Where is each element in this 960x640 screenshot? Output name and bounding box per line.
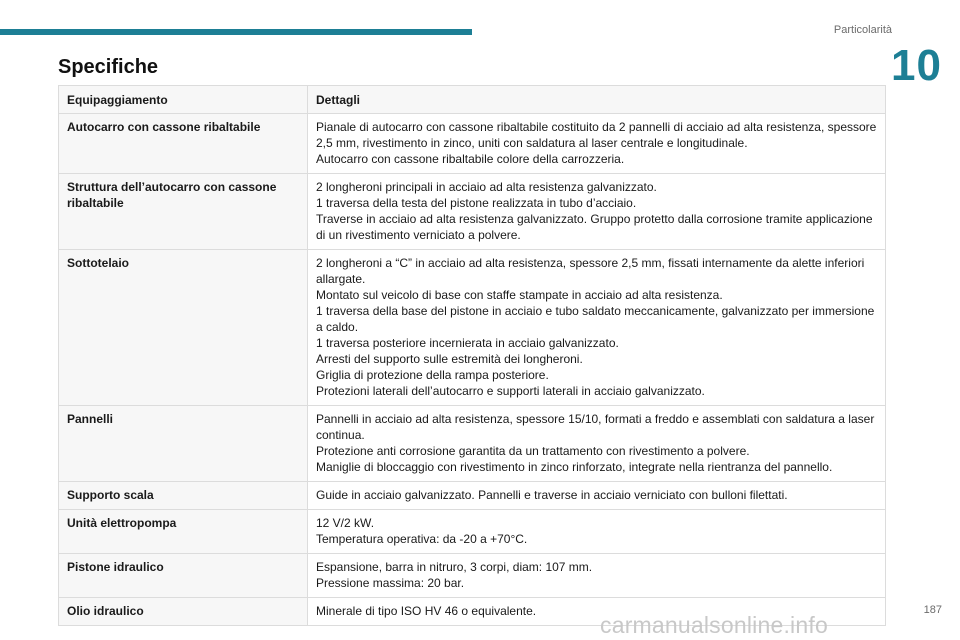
equipment-label: Olio idraulico (59, 598, 308, 626)
detail-line: Traverse in acciaio ad alta resistenza galvanizzato. Gruppo protetto dalla corrosione tramite applicazione di un rivestimento verniciato a polvere. (316, 212, 873, 242)
table-row (59, 250, 886, 406)
column-header-equipment: Equipaggiamento (59, 86, 308, 114)
equipment-details (308, 510, 886, 554)
detail-line: Griglia di protezione della rampa posteriore. (316, 368, 549, 382)
equipment-details (308, 482, 886, 510)
equipment-details (308, 114, 886, 174)
table-row (59, 510, 886, 554)
detail-line: Guide in acciaio galvanizzato. Pannelli e traverse in acciaio verniciato con bulloni filettati. (316, 488, 788, 502)
equipment-label: Struttura dell’autocarro con cassone ribaltabile (59, 174, 308, 250)
equipment-label: Supporto scala (59, 482, 308, 510)
detail-line: Pressione massima: 20 bar. (316, 576, 465, 590)
detail-line: Arresti del supporto sulle estremità dei longheroni. (316, 352, 583, 366)
equipment-label: Autocarro con cassone ribaltabile (59, 114, 308, 174)
equipment-details (308, 250, 886, 406)
equipment-label: Sottotelaio (59, 250, 308, 406)
table-header-row (59, 86, 886, 114)
detail-line: 1 traversa posteriore incernierata in acciaio galvanizzato. (316, 336, 619, 350)
table-row (59, 482, 886, 510)
page-title: Specifiche (58, 56, 159, 78)
page-number: 187 (923, 604, 942, 616)
detail-line: Autocarro con cassone ribaltabile colore della carrozzeria. (316, 152, 625, 166)
detail-line: 12 V/2 kW. (316, 516, 375, 530)
detail-line: Protezione anti corrosione garantita da un trattamento con rivestimento a polvere. (316, 444, 750, 458)
equipment-details (308, 554, 886, 598)
specifications-table (58, 85, 886, 626)
header-accent-bar (0, 29, 472, 35)
detail-line: Pianale di autocarro con cassone ribaltabile costituito da 2 pannelli di acciaio ad alta resistenza, spessore 2,5 mm, rivestimento in zinco, uniti con saldatura al laser centrale e longitudinale. (316, 120, 877, 150)
table-row (59, 114, 886, 174)
detail-line: 1 traversa della base del pistone in acciaio e tubo saldato meccanicamente, galvanizzato per immersione a caldo. (316, 304, 875, 334)
detail-line: Montato sul veicolo di base con staffe stampate in acciaio ad alta resistenza. (316, 288, 723, 302)
chapter-number: 10 (891, 41, 942, 90)
equipment-label: Pistone idraulico (59, 554, 308, 598)
equipment-details (308, 174, 886, 250)
table-row (59, 406, 886, 482)
equipment-label: Pannelli (59, 406, 308, 482)
detail-line: 1 traversa della testa del pistone realizzata in tubo d’acciaio. (316, 196, 637, 210)
detail-line: Maniglie di bloccaggio con rivestimento in zinco rinforzato, integrate nella rientranza del pannello. (316, 460, 833, 474)
detail-line: Espansione, barra in nitruro, 3 corpi, diam: 107 mm. (316, 560, 593, 574)
detail-line: Minerale di tipo ISO HV 46 o equivalente. (316, 604, 537, 618)
column-header-details: Dettagli (308, 86, 886, 114)
equipment-details (308, 406, 886, 482)
table-row (59, 174, 886, 250)
section-title: Particolarità (833, 24, 892, 36)
detail-line: Pannelli in acciaio ad alta resistenza, spessore 15/10, formati a freddo e assemblati con saldatura a laser continua. (316, 412, 875, 442)
detail-line: Temperatura operativa: da -20 a +70°C. (316, 532, 528, 546)
table-row (59, 554, 886, 598)
equipment-label: Unità elettropompa (59, 510, 308, 554)
detail-line: 2 longheroni principali in acciaio ad alta resistenza galvanizzato. (316, 180, 657, 194)
table-body (59, 114, 886, 626)
watermark: carmanualsonline.info (600, 612, 828, 638)
detail-line: 2 longheroni a “C” in acciaio ad alta resistenza, spessore 2,5 mm, fissati internamente da alette inferiori allargate. (316, 256, 865, 286)
detail-line: Protezioni laterali dell’autocarro e supporti laterali in acciaio galvanizzato. (316, 384, 705, 398)
